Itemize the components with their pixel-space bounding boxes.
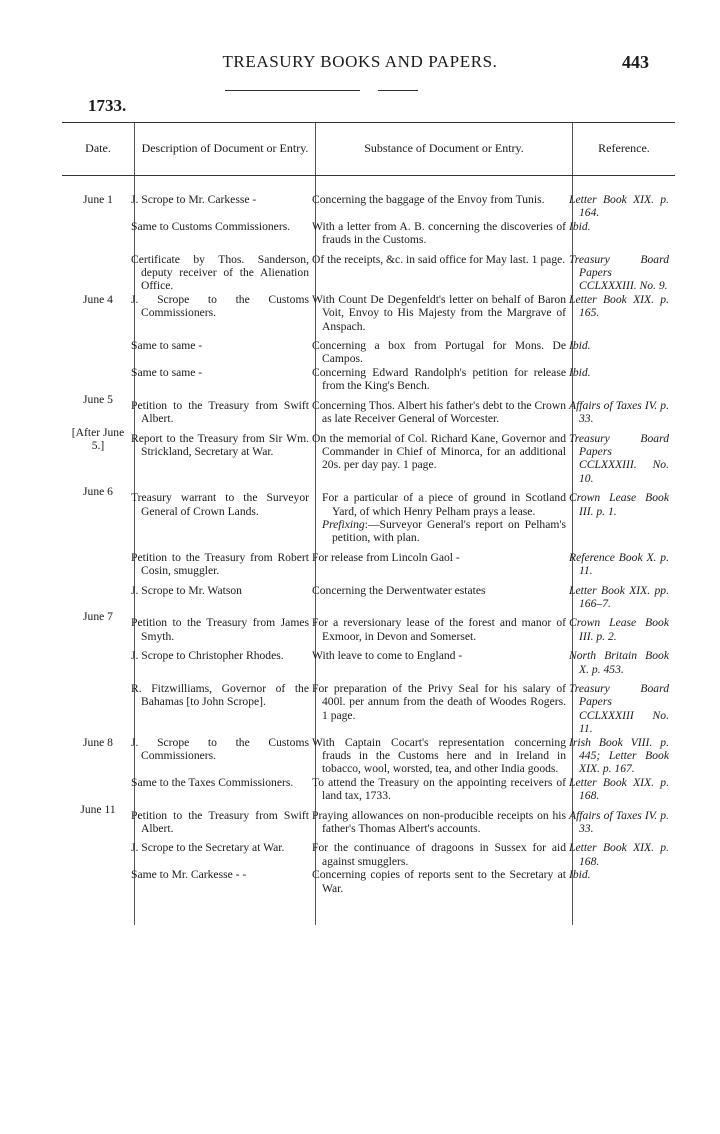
- entry-substance: For release from Lincoln Gaol -: [316, 545, 573, 578]
- entry-reference: Ibid.: [573, 868, 676, 895]
- entry-date: [62, 545, 135, 578]
- entry-reference: Treasury Board Papers CCLXXXIII. No. 9.: [573, 247, 676, 293]
- entry-reference: Affairs of Taxes IV. p. 33.: [573, 803, 676, 836]
- entry-reference: Letter Book XIX. p. 165.: [573, 293, 676, 333]
- entry-date: June 5: [83, 392, 113, 406]
- entry-reference: Ibid.: [573, 220, 676, 247]
- entry-description: J. Scrope to the Secretary at War.: [135, 835, 316, 868]
- entry-substance: Praying allowances on non-producible receipts on his father's Thomas Albert's accounts.: [316, 803, 573, 836]
- entry-date: [62, 676, 135, 736]
- entry-description: Petition to the Treasury from Swift Albert.: [135, 393, 316, 426]
- table-row: [62, 545, 675, 578]
- calendar-table: [62, 122, 675, 925]
- entry-reference: Ibid.: [573, 333, 676, 366]
- entry-description: Same to same -: [135, 366, 316, 393]
- table-row: [62, 193, 675, 220]
- header-rule: [225, 90, 360, 91]
- table-row: [62, 868, 675, 895]
- entry-substance: Concerning the baggage of the Envoy from Tunis.: [316, 193, 573, 220]
- entry-substance: On the memorial of Col. Richard Kane, Governor and Commander in Chief of Minorca, for an additional 20s. per day pay. 1 page.: [316, 426, 573, 486]
- entry-date: June 4: [83, 292, 113, 306]
- entry-description: R. Fitzwilliams, Governor of the Bahamas [to John Scrope].: [135, 676, 316, 736]
- entry-description: Report to the Treasury from Sir Wm. Strickland, Secretary at War.: [135, 426, 316, 486]
- table-tail: [62, 895, 675, 925]
- entry-substance: To attend the Treasury on the appointing receivers of land tax, 1733.: [316, 776, 573, 803]
- table-row: [62, 578, 675, 611]
- entry-description: J. Scrope to Mr. Carkesse -: [135, 193, 316, 220]
- entry-substance-text: For a particular of a piece of ground in Scotland Yard, of which Henry Pelham prays a lease.: [322, 491, 566, 518]
- running-head: [0, 52, 720, 76]
- table-row: [62, 776, 675, 803]
- entry-date: [62, 247, 135, 293]
- entry-description: Same to Mr. Carkesse - -: [135, 868, 316, 895]
- entry-date: June 1: [83, 193, 113, 206]
- entry-reference: Treasury Board Papers CCLXXXIII No. 11.: [573, 676, 676, 736]
- entry-reference: Letter Book XIX. pp. 166–7.: [573, 578, 676, 611]
- entry-date: June 7: [83, 610, 113, 624]
- entry-description: Petition to the Treasury from Robert Cosin, smuggler.: [135, 545, 316, 578]
- entry-date: [62, 333, 135, 366]
- entry-substance: For preparation of the Privy Seal for his salary of 400l. per annum from the death of Woodes Rogers. 1 page.: [316, 676, 573, 736]
- entry-reference: Reference Book X. p. 11.: [573, 545, 676, 578]
- entry-reference: Crown Lease Book III. p. 1.: [573, 485, 676, 545]
- entry-substance: For a reversionary lease of the forest and manor of Exmoor, in Devon and Somerset.: [316, 610, 573, 643]
- table-row: [62, 426, 675, 486]
- entry-substance: With leave to come to England -: [316, 643, 573, 676]
- entry-reference: Irish Book VIII. p. 445; Letter Book XIX. p. 167.: [573, 736, 676, 776]
- entry-substance: With Count De Degenfeldt's letter on behalf of Baron Voit, Envoy to His Majesty from the Margrave of Anspach.: [316, 293, 573, 333]
- header-rule: [378, 90, 418, 91]
- entry-substance: Concerning copies of reports sent to the Secretary at War.: [316, 868, 573, 895]
- entry-note: [322, 518, 566, 545]
- table-row: [62, 736, 675, 776]
- entry-date: [62, 868, 135, 895]
- entry-date: June 11: [80, 802, 116, 816]
- entry-substance: With a letter from A. B. concerning the discoveries of frauds in the Customs.: [316, 220, 573, 247]
- table-row: [62, 333, 675, 366]
- entry-substance: Concerning a box from Portugal for Mons. De Campos.: [316, 333, 573, 366]
- running-title: TREASURY BOOKS AND PAPERS.: [222, 52, 498, 71]
- entry-reference: Letter Book XIX. p. 164.: [573, 193, 676, 220]
- entry-substance: [316, 485, 573, 545]
- entry-description: J. Scrope to Mr. Watson: [135, 578, 316, 611]
- entry-description: Treasury warrant to the Surveyor General of Crown Lands.: [135, 485, 316, 545]
- entry-reference: Treasury Board Papers CCLXXXIII. No. 10.: [573, 426, 676, 486]
- entry-note-text: :—Surveyor General's report on Pelham's petition, with plan.: [332, 517, 566, 545]
- entry-date: [After June 5.]: [71, 425, 125, 452]
- table-row: [62, 643, 675, 676]
- entry-description: J. Scrope to Christopher Rhodes.: [135, 643, 316, 676]
- entry-reference: Letter Book XIX. p. 168.: [573, 776, 676, 803]
- entry-description: Petition to the Treasury from James Smyth.: [135, 610, 316, 643]
- table-row: [62, 393, 675, 426]
- column-header-description: Description of Document or Entry.: [135, 123, 316, 176]
- table-row: [62, 610, 675, 643]
- entry-substance: Concerning the Derwentwater estates: [316, 578, 573, 611]
- entry-description: Same to the Taxes Commissioners.: [135, 776, 316, 803]
- table-row: [62, 220, 675, 247]
- column-header-date: Date.: [62, 123, 135, 176]
- entry-date: [62, 366, 135, 393]
- entry-note-label: Prefixing: [322, 517, 365, 531]
- entry-reference: North Britain Book X. p. 453.: [573, 643, 676, 676]
- entry-substance: Concerning Thos. Albert his father's debt to the Crown as late Receiver General of Worcester.: [316, 393, 573, 426]
- entry-substance: Of the receipts, &c. in said office for May last. 1 page.: [316, 247, 573, 293]
- entry-description: Same to Customs Commissioners.: [135, 220, 316, 247]
- entry-substance: With Captain Cocart's representation concerning frauds in the Customs here and in Ireland in tobacco, wool, worsted, tea, and other India goods.: [316, 736, 573, 776]
- entry-substance: Concerning Edward Randolph's petition for release from the King's Bench.: [316, 366, 573, 393]
- entry-date: [62, 776, 135, 803]
- entry-reference: Ibid.: [573, 366, 676, 393]
- year-heading: 1733.: [88, 96, 127, 115]
- entry-date: June 6: [83, 485, 113, 499]
- table-row: [62, 247, 675, 293]
- page-number: 443: [622, 52, 649, 72]
- entry-substance: For the continuance of dragoons in Sussex for aid against smugglers.: [316, 835, 573, 868]
- table-row: [62, 803, 675, 836]
- table-row: [62, 366, 675, 393]
- table-row: [62, 835, 675, 868]
- entry-description: Petition to the Treasury from Swift Albert.: [135, 803, 316, 836]
- entry-reference: Crown Lease Book III. p. 2.: [573, 610, 676, 643]
- entry-date: June 8: [83, 735, 113, 749]
- column-header-substance: Substance of Document or Entry.: [316, 123, 573, 176]
- table-spacer: [62, 176, 675, 194]
- table-header-row: [62, 123, 675, 176]
- entry-date: [62, 220, 135, 247]
- column-header-reference: Reference.: [573, 123, 676, 176]
- entry-date: [62, 578, 135, 611]
- entry-reference: Affairs of Taxes IV. p. 33.: [573, 393, 676, 426]
- table-row: [62, 676, 675, 736]
- entry-date: [62, 643, 135, 676]
- entry-description: Certificate by Thos. Sanderson, deputy receiver of the Alienation Office.: [135, 247, 316, 293]
- entry-description: Same to same -: [135, 333, 316, 366]
- table-row: [62, 293, 675, 333]
- table-row: [62, 485, 675, 545]
- entry-reference: Letter Book XIX. p. 168.: [573, 835, 676, 868]
- entry-description: J. Scrope to the Customs Commissioners.: [135, 293, 316, 333]
- entry-description: J. Scrope to the Customs Commissioners.: [135, 736, 316, 776]
- entry-date: [62, 835, 135, 868]
